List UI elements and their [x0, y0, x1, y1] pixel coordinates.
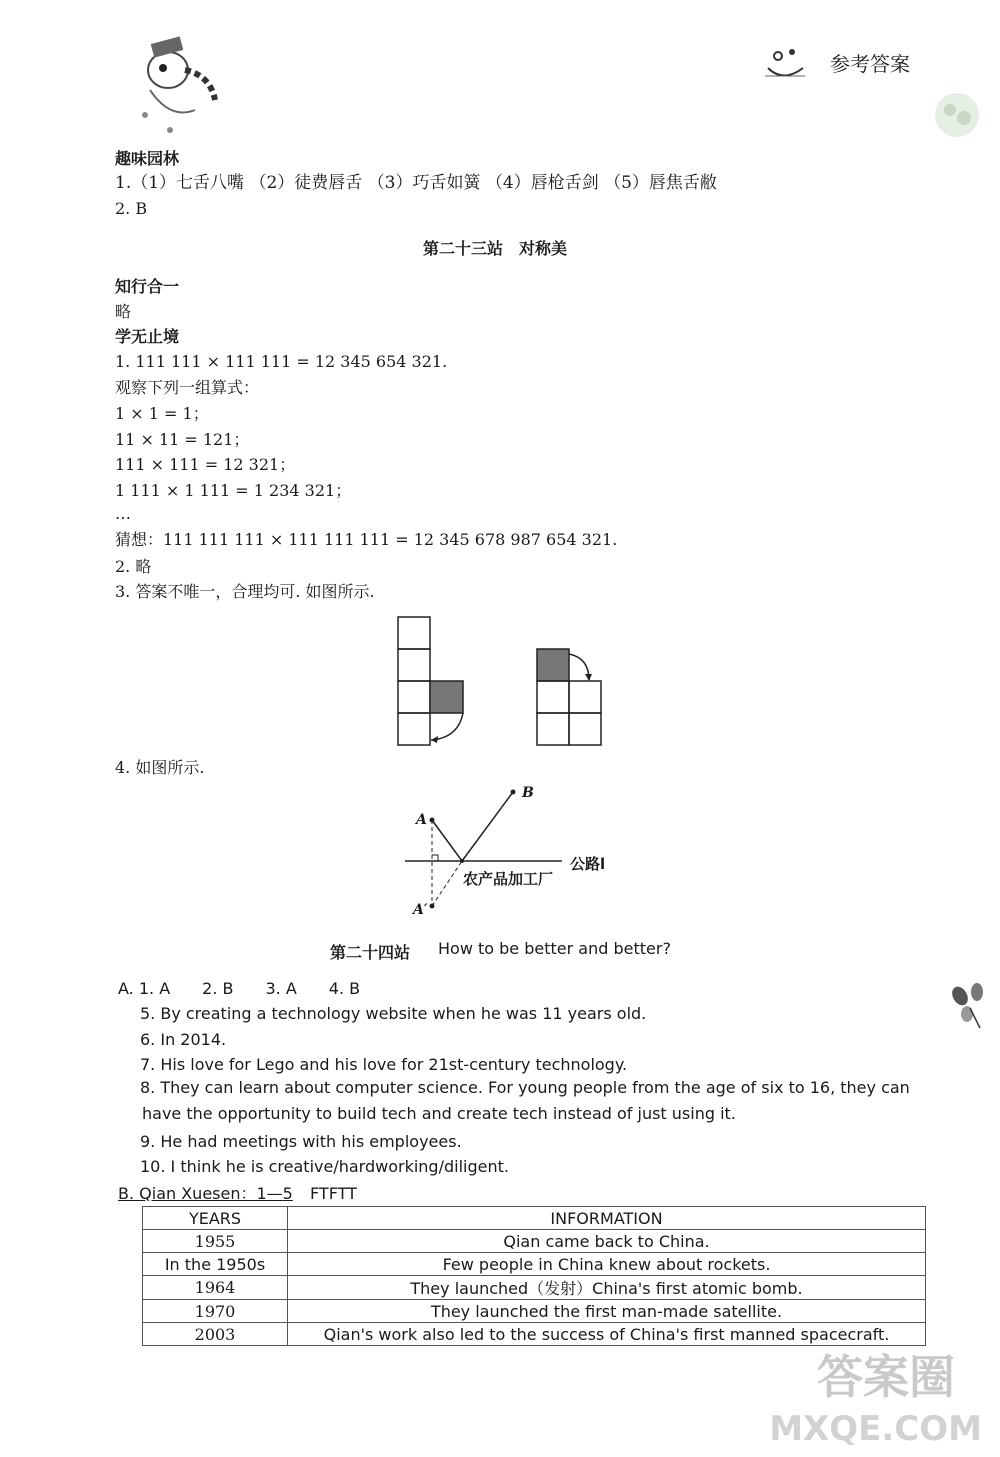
factory-label: 农产品加工厂: [463, 870, 554, 888]
table-header: YEARS: [143, 1207, 288, 1230]
answer-6: 6. In 2014.: [140, 1030, 227, 1049]
header-doodle-icon: [760, 38, 810, 83]
table-cell-info: They launched the first man-made satellite.: [288, 1300, 926, 1323]
table-row: [143, 1300, 926, 1323]
answer-10: 10. I think he is creative/hardworking/diligent.: [140, 1157, 509, 1176]
table-cell-info: Few people in China knew about rockets.: [288, 1253, 926, 1276]
table-cell-year: 1964: [143, 1276, 288, 1300]
answer-8: 8. They can learn about computer science. For young people from the age of six to 16, they can: [140, 1078, 910, 1097]
watermark-logo: 答案圈: [817, 1350, 955, 1404]
header-title: 参考答案: [830, 52, 910, 76]
table-row: [143, 1230, 926, 1253]
table-header-row: [143, 1207, 926, 1230]
answer-omitted: 略: [115, 302, 132, 321]
table-row: [143, 1276, 926, 1300]
mascot-icon: [130, 30, 230, 140]
qian-xuesen-table: [142, 1206, 926, 1346]
table-cell-year: 1970: [143, 1300, 288, 1323]
point-a-label: A: [416, 812, 427, 828]
road-label: 公路l: [570, 855, 606, 873]
section-heading-learning: 学无止境: [115, 327, 180, 346]
math-line: 观察下列一组算式：: [115, 378, 260, 397]
table-row: [143, 1253, 926, 1276]
section-title-24-cn: 第二十四站: [330, 943, 411, 962]
math-line: 111 × 111 = 12 321；: [115, 455, 296, 474]
answer-line-1: 1.（1）七舌八嘴 （2）徒费唇舌 （3）巧舌如簧 （4）唇枪舌剑 （5）唇焦舌敝: [115, 173, 717, 193]
math-line: 1 111 × 1 111 = 1 234 321；: [115, 481, 352, 500]
section-title-23: 第二十三站 对称美: [422, 239, 567, 258]
answer-5: 5. By creating a technology website when he was 11 years old.: [140, 1004, 647, 1023]
table-cell-year: 2003: [143, 1323, 288, 1346]
watermark-url: MXQE.COM: [769, 1409, 982, 1449]
leaf-decoration-icon: [930, 88, 985, 143]
math-line: 1 × 1 = 1；: [115, 404, 209, 423]
part-a-answers: A. 1. A 2. B 3. A 4. B: [118, 979, 361, 998]
math-line: 1. 111 111 × 111 111 = 12 345 654 321.: [115, 352, 448, 371]
flower-decoration-icon: [945, 978, 995, 1033]
answer-line-2: 2. B: [115, 199, 148, 218]
mascot-illustration: [130, 30, 230, 140]
answer-7: 7. His love for Lego and his love for 21st-century technology.: [140, 1055, 628, 1074]
point-b-label: B: [522, 785, 534, 801]
question-4: 4. 如图所示.: [115, 758, 205, 777]
table-cell-year: 1955: [143, 1230, 288, 1253]
answer-9: 9. He had meetings with his employees.: [140, 1132, 462, 1151]
math-line: …: [115, 504, 131, 523]
table-row: [143, 1323, 926, 1346]
section-title-24-en: How to be better and better?: [438, 939, 671, 958]
math-line: 3. 答案不唯一，合理均可. 如图所示.: [115, 582, 375, 601]
math-line: 2. 略: [115, 557, 152, 576]
math-line: 11 × 11 = 121；: [115, 430, 250, 449]
table-header: INFORMATION: [288, 1207, 926, 1230]
table-cell-year: In the 1950s: [143, 1253, 288, 1276]
point-a-prime-label: A′: [413, 902, 428, 918]
part-b-label: B. Qian Xuesen：1—5: [118, 1184, 293, 1203]
section-heading-fun-garden: 趣味园林: [115, 149, 180, 168]
table-cell-info: Qian's work also led to the success of China's first manned spacecraft.: [288, 1323, 926, 1346]
math-line: 猜想：111 111 111 × 111 111 111 = 12 345 678 987 654 321.: [115, 530, 618, 549]
table-cell-info: Qian came back to China.: [288, 1230, 926, 1253]
part-b-answer: FTFTT: [310, 1184, 357, 1203]
reflection-figure: [400, 780, 630, 920]
square-net-figure: [390, 610, 620, 755]
section-heading-practice: 知行合一: [115, 277, 180, 296]
table-cell-info: They launched（发射）China's first atomic bomb.: [288, 1276, 926, 1300]
answer-8-continued: have the opportunity to build tech and create tech instead of just using it.: [142, 1104, 736, 1123]
